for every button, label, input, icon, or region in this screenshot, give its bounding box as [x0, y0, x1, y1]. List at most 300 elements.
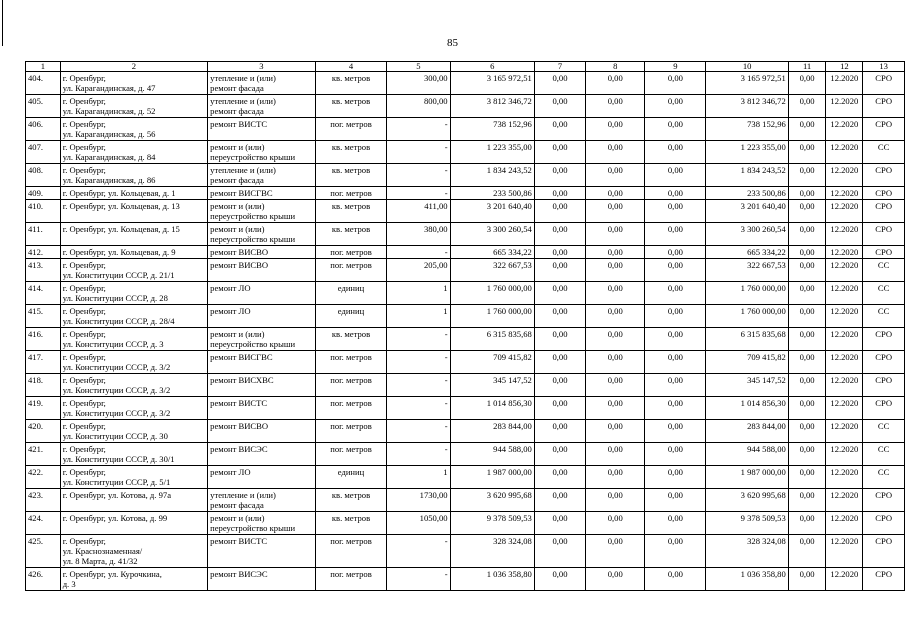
fund-col7-cell: 0,00	[534, 259, 585, 282]
deadline-cell: 12.2020	[826, 118, 863, 141]
row-number-cell: 418.	[26, 374, 61, 397]
work-type-cell-line: переустройство крыши	[210, 523, 296, 533]
unit-cell: единиц	[315, 466, 386, 489]
quantity-cell: -	[387, 118, 450, 141]
fund-col9-cell: 0,00	[645, 535, 706, 568]
total-cost-cell: 944 588,00	[450, 443, 534, 466]
unit-cell: кв. метров	[315, 489, 386, 512]
address-cell-line: ул. Конституции СССР, д. 3/2	[62, 362, 171, 372]
total-cost-cell: 1 987 000,00	[450, 466, 534, 489]
address-cell-line: ул. Карагандинская, д. 52	[62, 106, 156, 116]
unit-cell: единиц	[315, 282, 386, 305]
fund-col7-cell: 0,00	[534, 420, 585, 443]
work-type-cell	[208, 568, 316, 591]
row-number-cell: 415.	[26, 305, 61, 328]
fund-col7-cell: 0,00	[534, 200, 585, 223]
fund-col7-cell: 0,00	[534, 246, 585, 259]
work-type-cell	[208, 118, 316, 141]
fund-col8-cell: 0,00	[586, 141, 645, 164]
work-type-cell-line: ремонт ВИСВО	[210, 247, 269, 257]
work-type-cell-line: утепление и (или)	[210, 96, 276, 106]
address-cell-line: г. Оренбург,	[62, 142, 106, 152]
deadline-cell: 12.2020	[826, 535, 863, 568]
row-number-cell: 406.	[26, 118, 61, 141]
work-type-cell	[208, 282, 316, 305]
unit-cell: пог. метров	[315, 259, 386, 282]
column-header-1: 1	[26, 62, 61, 72]
fund-col8-cell: 0,00	[586, 95, 645, 118]
row-number-cell: 426.	[26, 568, 61, 591]
fund-method-cell: СРО	[863, 200, 905, 223]
total-cost-cell: 1 036 358,80	[450, 568, 534, 591]
address-cell	[60, 141, 207, 164]
address-cell-line: ул. Конституции СССР, д. 5/1	[62, 477, 171, 487]
fund-col7-cell: 0,00	[534, 164, 585, 187]
row-number-cell: 425.	[26, 535, 61, 568]
quantity-cell: -	[387, 420, 450, 443]
address-cell	[60, 95, 207, 118]
fund-method-cell: СС	[863, 305, 905, 328]
work-type-cell	[208, 95, 316, 118]
row-number-cell: 404.	[26, 72, 61, 95]
total-cost-cell: 1 223 355,00	[450, 141, 534, 164]
address-cell-line: г. Оренбург,	[62, 398, 106, 408]
row-number-cell: 422.	[26, 466, 61, 489]
fund-col8-cell: 0,00	[586, 118, 645, 141]
fund-col11-cell: 0,00	[788, 259, 826, 282]
fund-col10-cell: 3 300 260,54	[706, 223, 788, 246]
address-cell	[60, 512, 207, 535]
fund-col11-cell: 0,00	[788, 95, 826, 118]
fund-col8-cell: 0,00	[586, 164, 645, 187]
unit-cell: пог. метров	[315, 420, 386, 443]
work-type-cell-line: ремонт ВИСТС	[210, 536, 268, 546]
row-number-cell: 423.	[26, 489, 61, 512]
address-cell-line: г. Оренбург, ул. Котова, д. 97а	[62, 490, 172, 500]
address-cell	[60, 118, 207, 141]
table-row	[26, 141, 905, 164]
deadline-cell: 12.2020	[826, 141, 863, 164]
fund-col7-cell: 0,00	[534, 466, 585, 489]
address-cell	[60, 489, 207, 512]
unit-cell: пог. метров	[315, 118, 386, 141]
quantity-cell: 411,00	[387, 200, 450, 223]
total-cost-cell: 9 378 509,53	[450, 512, 534, 535]
total-cost-cell: 665 334,22	[450, 246, 534, 259]
fund-col7-cell: 0,00	[534, 443, 585, 466]
table-row	[26, 246, 905, 259]
total-cost-cell: 322 667,53	[450, 259, 534, 282]
fund-method-cell: СРО	[863, 489, 905, 512]
address-cell-line: ул. Конституции СССР, д. 28	[62, 293, 168, 303]
address-cell	[60, 397, 207, 420]
fund-col9-cell: 0,00	[645, 374, 706, 397]
row-number-cell: 411.	[26, 223, 61, 246]
fund-col9-cell: 0,00	[645, 328, 706, 351]
work-type-cell-line: ремонт и (или)	[210, 201, 265, 211]
fund-col8-cell: 0,00	[586, 466, 645, 489]
fund-method-cell: СС	[863, 443, 905, 466]
work-type-cell-line: ремонт и (или)	[210, 224, 265, 234]
fund-col9-cell: 0,00	[645, 443, 706, 466]
work-type-cell-line: утепление и (или)	[210, 165, 276, 175]
work-type-cell-line: ремонт ВИСХВС	[210, 375, 274, 385]
deadline-cell: 12.2020	[826, 420, 863, 443]
address-cell-line: ул. Краснознаменная/	[62, 546, 143, 556]
fund-col9-cell: 0,00	[645, 118, 706, 141]
deadline-cell: 12.2020	[826, 282, 863, 305]
column-header-12: 12	[826, 62, 863, 72]
fund-method-cell: СРО	[863, 397, 905, 420]
work-type-cell	[208, 397, 316, 420]
quantity-cell: 300,00	[387, 72, 450, 95]
address-cell-line: г. Оренбург,	[62, 96, 106, 106]
unit-cell: кв. метров	[315, 72, 386, 95]
address-cell-line: г. Оренбург,	[62, 352, 106, 362]
table-row	[26, 118, 905, 141]
deadline-cell: 12.2020	[826, 328, 863, 351]
fund-col8-cell: 0,00	[586, 223, 645, 246]
fund-col11-cell: 0,00	[788, 200, 826, 223]
quantity-cell: 800,00	[387, 95, 450, 118]
row-number-cell: 419.	[26, 397, 61, 420]
row-number-cell: 410.	[26, 200, 61, 223]
unit-cell: пог. метров	[315, 374, 386, 397]
fund-col11-cell: 0,00	[788, 164, 826, 187]
table-body	[26, 72, 905, 591]
row-number-cell: 424.	[26, 512, 61, 535]
address-cell-line: ул. Карагандинская, д. 86	[62, 175, 156, 185]
total-cost-cell: 1 834 243,52	[450, 164, 534, 187]
unit-cell: пог. метров	[315, 443, 386, 466]
unit-cell: кв. метров	[315, 141, 386, 164]
fund-method-cell: СРО	[863, 374, 905, 397]
address-cell	[60, 466, 207, 489]
total-cost-cell: 3 812 346,72	[450, 95, 534, 118]
total-cost-cell: 3 620 995,68	[450, 489, 534, 512]
address-cell-line: г. Оренбург,	[62, 119, 106, 129]
fund-method-cell: СРО	[863, 568, 905, 591]
work-type-cell-line: ремонт фасада	[210, 175, 264, 185]
row-number-cell: 407.	[26, 141, 61, 164]
fund-col9-cell: 0,00	[645, 282, 706, 305]
quantity-cell: 1050,00	[387, 512, 450, 535]
unit-cell: пог. метров	[315, 246, 386, 259]
table-row	[26, 259, 905, 282]
address-cell-line: ул. Карагандинская, д. 47	[62, 83, 156, 93]
fund-col10-cell: 738 152,96	[706, 118, 788, 141]
quantity-cell: 1	[387, 282, 450, 305]
fund-col9-cell: 0,00	[645, 187, 706, 200]
fund-col10-cell: 233 500,86	[706, 187, 788, 200]
address-cell	[60, 443, 207, 466]
quantity-cell: 1730,00	[387, 489, 450, 512]
fund-col8-cell: 0,00	[586, 246, 645, 259]
fund-col10-cell: 322 667,53	[706, 259, 788, 282]
address-cell-line: г. Оренбург,	[62, 329, 106, 339]
fund-col9-cell: 0,00	[645, 200, 706, 223]
fund-col10-cell: 328 324,08	[706, 535, 788, 568]
fund-col7-cell: 0,00	[534, 374, 585, 397]
fund-col8-cell: 0,00	[586, 489, 645, 512]
quantity-cell: 205,00	[387, 259, 450, 282]
address-cell-line: ул. Конституции СССР, д. 28/4	[62, 316, 175, 326]
fund-col7-cell: 0,00	[534, 141, 585, 164]
fund-method-cell: СРО	[863, 72, 905, 95]
work-type-cell	[208, 305, 316, 328]
quantity-cell: -	[387, 443, 450, 466]
fund-col11-cell: 0,00	[788, 282, 826, 305]
fund-method-cell: СРО	[863, 535, 905, 568]
fund-col9-cell: 0,00	[645, 489, 706, 512]
work-type-cell	[208, 328, 316, 351]
table-row	[26, 223, 905, 246]
column-header-4: 4	[315, 62, 386, 72]
address-cell-line: д. 3	[62, 579, 76, 589]
fund-col9-cell: 0,00	[645, 141, 706, 164]
fund-col11-cell: 0,00	[788, 568, 826, 591]
fund-col11-cell: 0,00	[788, 420, 826, 443]
column-header-3: 3	[208, 62, 316, 72]
address-cell	[60, 420, 207, 443]
fund-col7-cell: 0,00	[534, 305, 585, 328]
address-cell-line: г. Оренбург,	[62, 421, 106, 431]
address-cell	[60, 246, 207, 259]
fund-col7-cell: 0,00	[534, 351, 585, 374]
deadline-cell: 12.2020	[826, 187, 863, 200]
fund-col11-cell: 0,00	[788, 535, 826, 568]
address-cell-line: г. Оренбург,	[62, 467, 106, 477]
deadline-cell: 12.2020	[826, 489, 863, 512]
deadline-cell: 12.2020	[826, 305, 863, 328]
work-type-cell-line: ремонт ВИСГВС	[210, 188, 273, 198]
fund-col8-cell: 0,00	[586, 328, 645, 351]
unit-cell: единиц	[315, 305, 386, 328]
quantity-cell: -	[387, 164, 450, 187]
row-number-cell: 405.	[26, 95, 61, 118]
work-type-cell-line: ремонт ВИСЭС	[210, 444, 268, 454]
fund-col8-cell: 0,00	[586, 187, 645, 200]
fund-col9-cell: 0,00	[645, 164, 706, 187]
address-cell	[60, 282, 207, 305]
fund-col11-cell: 0,00	[788, 328, 826, 351]
fund-col7-cell: 0,00	[534, 187, 585, 200]
work-type-cell	[208, 187, 316, 200]
fund-col11-cell: 0,00	[788, 443, 826, 466]
deadline-cell: 12.2020	[826, 568, 863, 591]
fund-col11-cell: 0,00	[788, 223, 826, 246]
fund-col10-cell: 3 620 995,68	[706, 489, 788, 512]
address-cell	[60, 72, 207, 95]
column-header-13: 13	[863, 62, 905, 72]
fund-col7-cell: 0,00	[534, 568, 585, 591]
work-type-cell-line: ремонт ВИСВО	[210, 421, 269, 431]
unit-cell: кв. метров	[315, 164, 386, 187]
fund-col7-cell: 0,00	[534, 328, 585, 351]
fund-method-cell: СС	[863, 141, 905, 164]
fund-col9-cell: 0,00	[645, 512, 706, 535]
table-row	[26, 512, 905, 535]
quantity-cell: 1	[387, 305, 450, 328]
address-cell-line: ул. Карагандинская, д. 56	[62, 129, 156, 139]
table-row	[26, 374, 905, 397]
fund-col8-cell: 0,00	[586, 397, 645, 420]
address-cell	[60, 305, 207, 328]
work-type-cell-line: ремонт ВИСВО	[210, 260, 269, 270]
address-cell-line: г. Оренбург, ул. Кольцевая, д. 1	[62, 188, 176, 198]
work-type-cell	[208, 223, 316, 246]
fund-col8-cell: 0,00	[586, 568, 645, 591]
address-cell-line: ул. Конституции СССР, д. 30	[62, 431, 168, 441]
fund-col10-cell: 665 334,22	[706, 246, 788, 259]
column-header-11: 11	[788, 62, 826, 72]
unit-cell: кв. метров	[315, 223, 386, 246]
total-cost-cell: 328 324,08	[450, 535, 534, 568]
fund-col8-cell: 0,00	[586, 351, 645, 374]
work-type-cell-line: ремонт ВИСТС	[210, 119, 268, 129]
work-type-cell-line: ремонт и (или)	[210, 513, 265, 523]
column-number-row	[26, 62, 905, 72]
fund-col11-cell: 0,00	[788, 246, 826, 259]
fund-col11-cell: 0,00	[788, 489, 826, 512]
unit-cell: кв. метров	[315, 328, 386, 351]
work-type-cell	[208, 535, 316, 568]
deadline-cell: 12.2020	[826, 200, 863, 223]
total-cost-cell: 709 415,82	[450, 351, 534, 374]
fund-col10-cell: 345 147,52	[706, 374, 788, 397]
fund-col11-cell: 0,00	[788, 72, 826, 95]
fund-col9-cell: 0,00	[645, 246, 706, 259]
deadline-cell: 12.2020	[826, 95, 863, 118]
repair-registry-table	[25, 61, 905, 591]
column-header-9: 9	[645, 62, 706, 72]
address-cell-line: г. Оренбург, ул. Котова, д. 99	[62, 513, 168, 523]
deadline-cell: 12.2020	[826, 374, 863, 397]
unit-cell: кв. метров	[315, 512, 386, 535]
fund-method-cell: СРО	[863, 246, 905, 259]
work-type-cell-line: ремонт ЛО	[210, 467, 251, 477]
fund-col8-cell: 0,00	[586, 259, 645, 282]
column-header-2: 2	[60, 62, 207, 72]
quantity-cell: -	[387, 568, 450, 591]
fund-col9-cell: 0,00	[645, 351, 706, 374]
work-type-cell-line: ремонт ВИСТС	[210, 398, 268, 408]
address-cell-line: ул. Конституции СССР, д. 3	[62, 339, 164, 349]
address-cell-line: ул. Карагандинская, д. 84	[62, 152, 156, 162]
fund-col7-cell: 0,00	[534, 223, 585, 246]
work-type-cell-line: ремонт ЛО	[210, 306, 251, 316]
table-row	[26, 397, 905, 420]
fund-col9-cell: 0,00	[645, 223, 706, 246]
fund-method-cell: СРО	[863, 187, 905, 200]
fund-method-cell: СС	[863, 282, 905, 305]
fund-col9-cell: 0,00	[645, 259, 706, 282]
unit-cell: пог. метров	[315, 187, 386, 200]
address-cell-line: ул. Конституции СССР, д. 30/1	[62, 454, 175, 464]
fund-col10-cell: 6 315 835,68	[706, 328, 788, 351]
fund-col8-cell: 0,00	[586, 420, 645, 443]
unit-cell: пог. метров	[315, 351, 386, 374]
row-number-cell: 420.	[26, 420, 61, 443]
work-type-cell-line: переустройство крыши	[210, 234, 296, 244]
fund-col11-cell: 0,00	[788, 187, 826, 200]
quantity-cell: -	[387, 397, 450, 420]
address-cell-line: г. Оренбург,	[62, 444, 106, 454]
fund-col10-cell: 3 201 640,40	[706, 200, 788, 223]
deadline-cell: 12.2020	[826, 351, 863, 374]
fund-method-cell: СРО	[863, 512, 905, 535]
deadline-cell: 12.2020	[826, 443, 863, 466]
work-type-cell	[208, 466, 316, 489]
fund-col10-cell: 1 036 358,80	[706, 568, 788, 591]
fund-col8-cell: 0,00	[586, 374, 645, 397]
fund-col11-cell: 0,00	[788, 141, 826, 164]
address-cell-line: г. Оренбург,	[62, 375, 106, 385]
address-cell	[60, 259, 207, 282]
address-cell-line: ул. 8 Марта, д. 41/32	[62, 556, 138, 566]
fund-col8-cell: 0,00	[586, 535, 645, 568]
fund-col10-cell: 3 165 972,51	[706, 72, 788, 95]
work-type-cell-line: утепление и (или)	[210, 73, 276, 83]
deadline-cell: 12.2020	[826, 72, 863, 95]
fund-col10-cell: 1 760 000,00	[706, 282, 788, 305]
quantity-cell: -	[387, 141, 450, 164]
table-row	[26, 164, 905, 187]
table-row	[26, 568, 905, 591]
fund-col11-cell: 0,00	[788, 466, 826, 489]
fund-col7-cell: 0,00	[534, 282, 585, 305]
row-number-cell: 417.	[26, 351, 61, 374]
quantity-cell: -	[387, 535, 450, 568]
address-cell-line: г. Оренбург, ул. Кольцевая, д. 13	[62, 201, 180, 211]
work-type-cell-line: ремонт и (или)	[210, 329, 265, 339]
address-cell	[60, 328, 207, 351]
fund-col7-cell: 0,00	[534, 95, 585, 118]
table-row	[26, 305, 905, 328]
address-cell-line: ул. Конституции СССР, д. 3/2	[62, 385, 171, 395]
fund-method-cell: СРО	[863, 118, 905, 141]
address-cell-line: г. Оренбург,	[62, 73, 106, 83]
total-cost-cell: 283 844,00	[450, 420, 534, 443]
deadline-cell: 12.2020	[826, 512, 863, 535]
address-cell-line: г. Оренбург, ул. Кольцевая, д. 15	[62, 224, 180, 234]
fund-col10-cell: 1 760 000,00	[706, 305, 788, 328]
deadline-cell: 12.2020	[826, 223, 863, 246]
work-type-cell	[208, 443, 316, 466]
total-cost-cell: 1 760 000,00	[450, 282, 534, 305]
deadline-cell: 12.2020	[826, 164, 863, 187]
address-cell-line: ул. Конституции СССР, д. 21/1	[62, 270, 175, 280]
address-cell	[60, 164, 207, 187]
fund-method-cell: СРО	[863, 223, 905, 246]
total-cost-cell: 6 315 835,68	[450, 328, 534, 351]
work-type-cell	[208, 72, 316, 95]
fund-col8-cell: 0,00	[586, 282, 645, 305]
fund-col11-cell: 0,00	[788, 305, 826, 328]
unit-cell: пог. метров	[315, 535, 386, 568]
address-cell	[60, 374, 207, 397]
quantity-cell: -	[387, 374, 450, 397]
row-number-cell: 414.	[26, 282, 61, 305]
table-row	[26, 282, 905, 305]
address-cell-line: г. Оренбург,	[62, 283, 106, 293]
fund-col10-cell: 1 223 355,00	[706, 141, 788, 164]
address-cell	[60, 200, 207, 223]
address-cell	[60, 535, 207, 568]
work-type-cell-line: ремонт ВИСЭС	[210, 569, 268, 579]
address-cell-line: ул. Конституции СССР, д. 3/2	[62, 408, 171, 418]
fund-col9-cell: 0,00	[645, 305, 706, 328]
